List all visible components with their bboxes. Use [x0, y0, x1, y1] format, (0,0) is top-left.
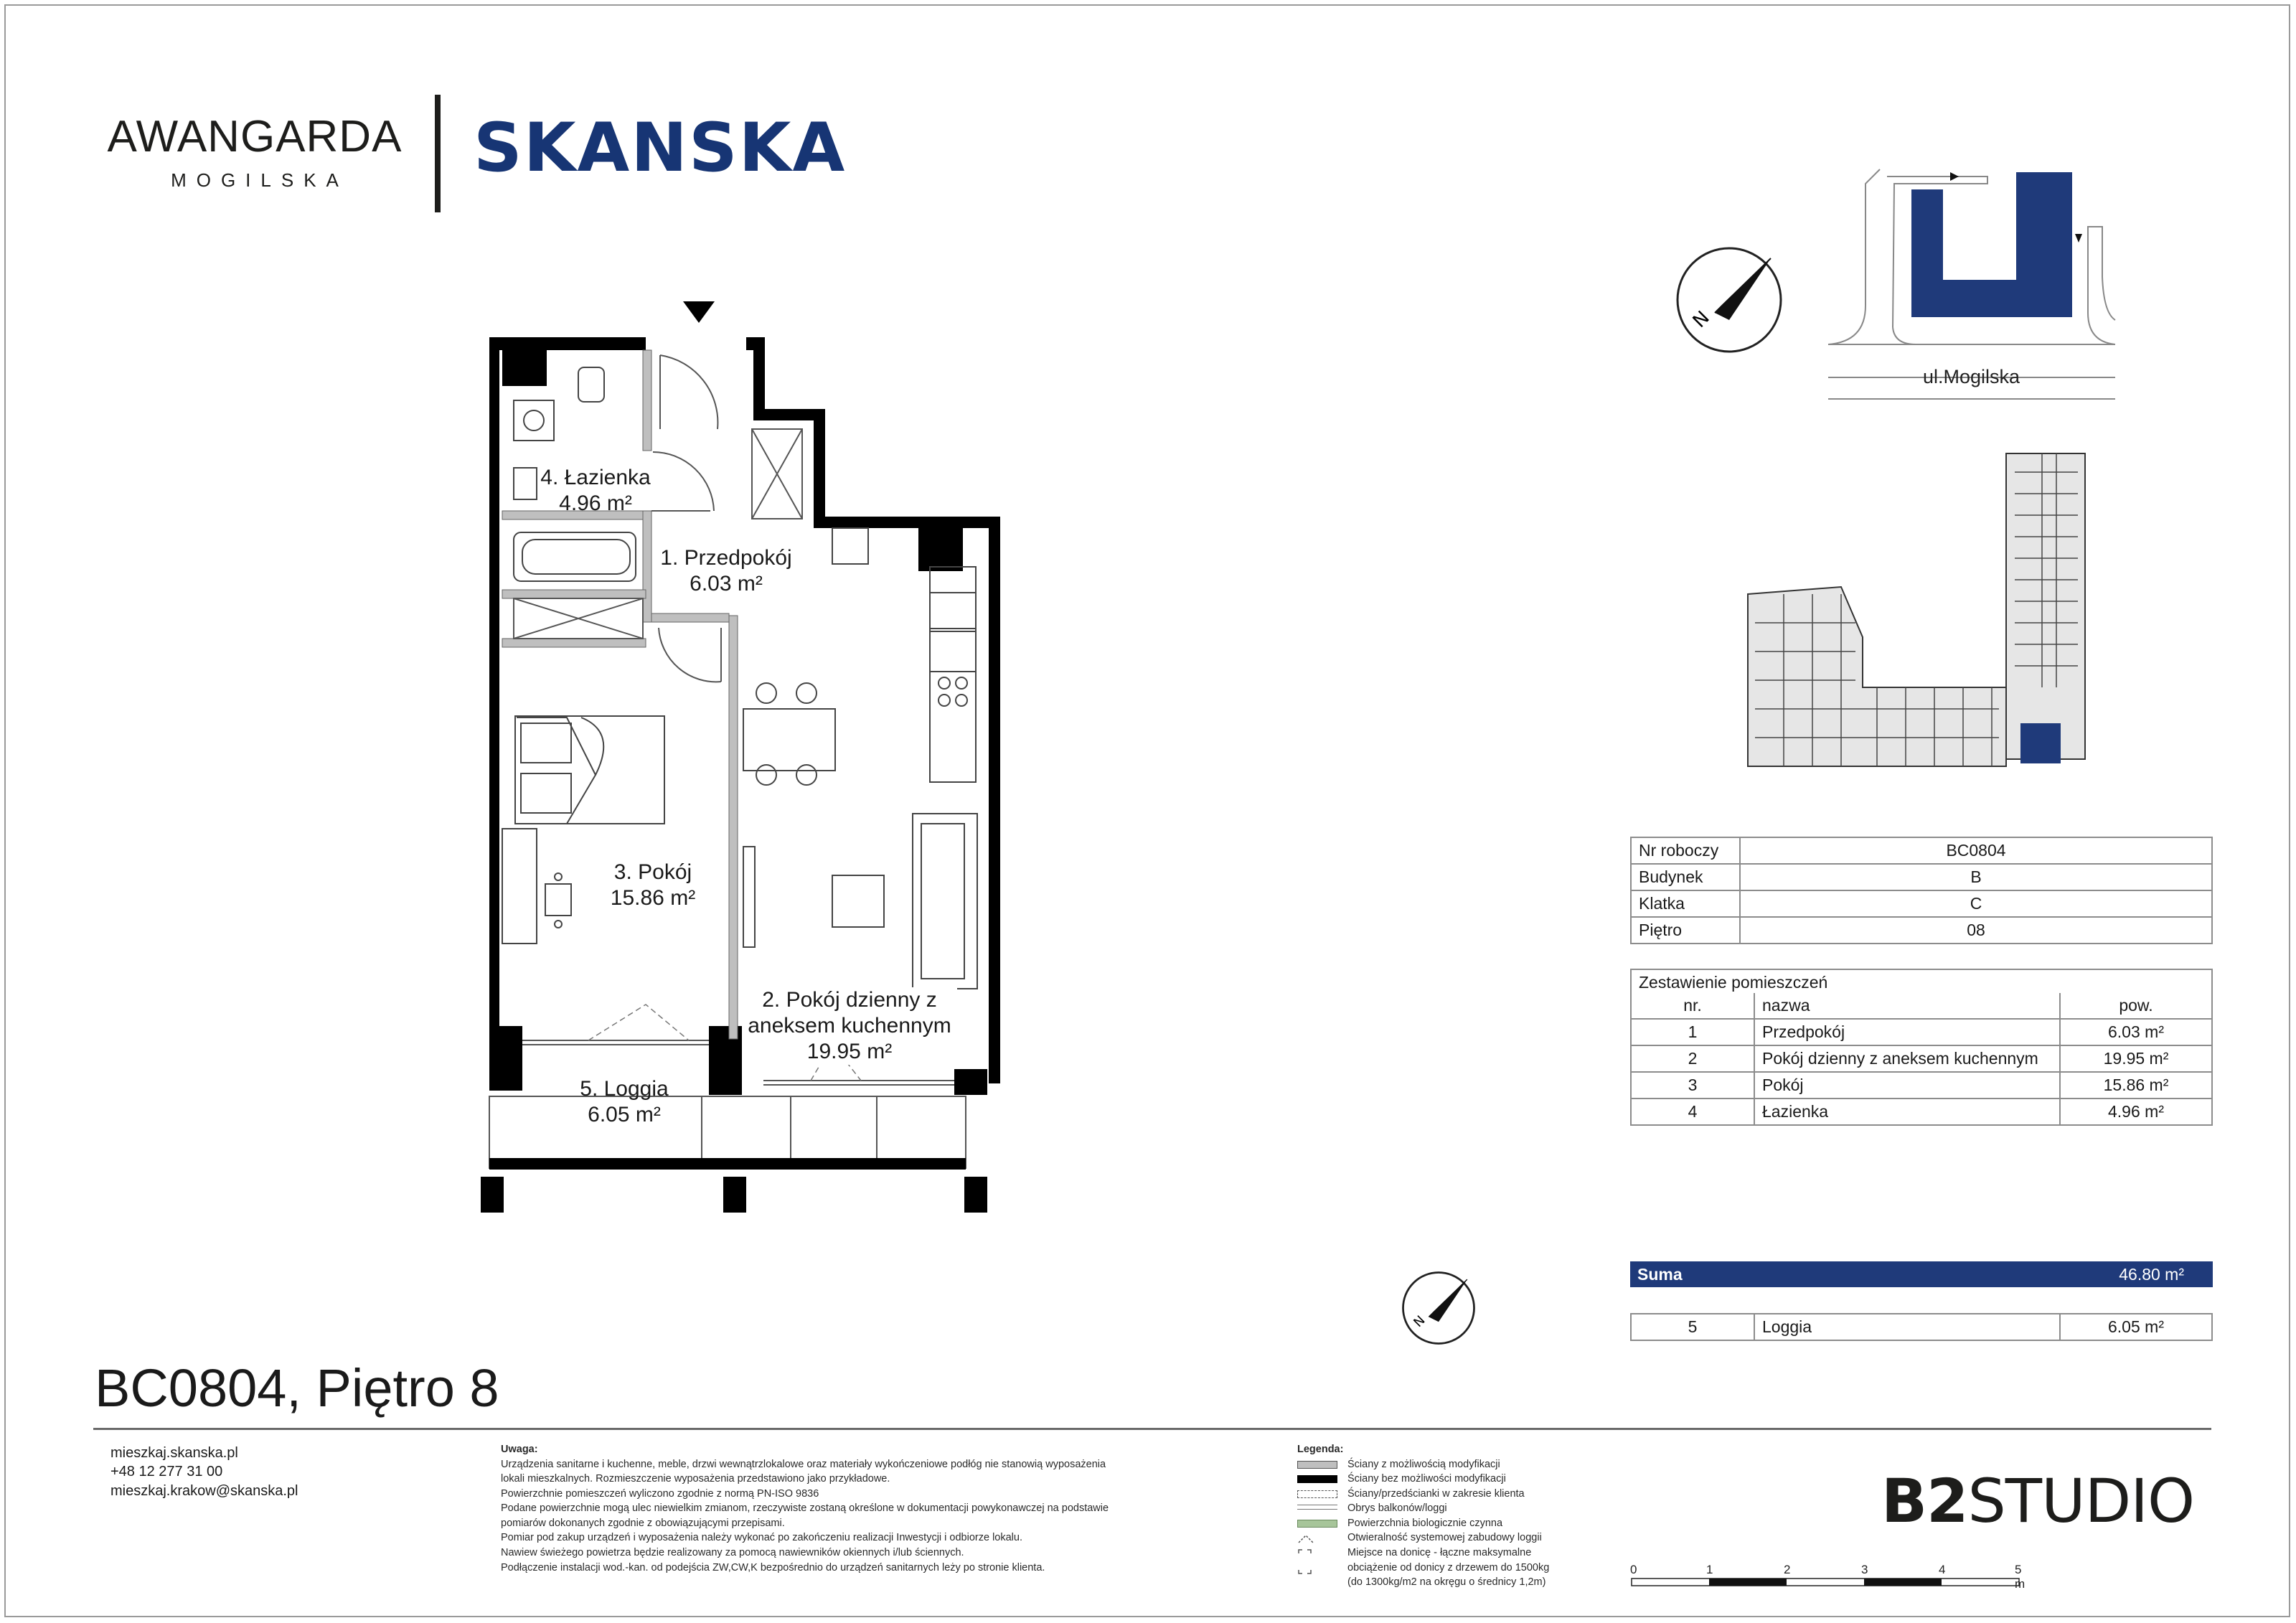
note-line: Urządzenia sanitarne i kuchenne, meble, drzwi wewnątrzlokalowe oraz materiały wykończeniowe podłóg nie stanowią wyposażenia — [501, 1458, 1106, 1470]
scale-tick: 4 — [1939, 1563, 1946, 1576]
room-area: 19.95 m² — [806, 1040, 893, 1063]
table-cell: C — [1740, 890, 2212, 917]
legend-swatch — [1297, 1520, 1337, 1528]
legend-item — [1297, 1516, 1584, 1531]
legend-block — [1297, 1442, 1584, 1590]
b2studio-logo-bold: B2 — [1881, 1466, 1968, 1536]
logo-divider — [435, 95, 441, 212]
legend-label: Ściany bez możliwości modyfikacji — [1347, 1473, 1506, 1485]
table-cell: Klatka — [1631, 890, 1740, 917]
room-label-loggia — [545, 1076, 703, 1128]
awangarda-logo-sub: MOGILSKA — [171, 169, 349, 191]
notes-block — [501, 1442, 1218, 1575]
table-row — [1631, 837, 2212, 864]
table-cell: 19.95 m² — [2060, 1045, 2212, 1072]
table-cell: 2 — [1631, 1045, 1754, 1072]
room-name: 4. Łazienka — [540, 466, 651, 489]
contact-block — [110, 1444, 298, 1500]
contact-web: mieszkaj.skanska.pl — [110, 1445, 238, 1461]
b2studio-logo — [1881, 1466, 2195, 1536]
dining-table-icon — [743, 683, 835, 785]
table-cell: Budynek — [1631, 864, 1740, 890]
contact-phone: +48 12 277 31 00 — [110, 1464, 223, 1480]
legend-heading: Legenda: — [1297, 1444, 1344, 1455]
table-cell: 5 — [1631, 1314, 1754, 1340]
scale-tick: 1 — [1706, 1563, 1713, 1576]
toilet-icon — [578, 367, 604, 402]
table-cell: B — [1740, 864, 2212, 890]
column-header: nr. — [1631, 993, 1754, 1019]
desk-chair-icon — [502, 829, 571, 944]
legend-item — [1297, 1501, 1584, 1516]
scale-bar — [1630, 1563, 2032, 1591]
entrance-arrow-icon — [683, 301, 715, 323]
table-row — [1631, 1019, 2212, 1045]
boiler-icon — [832, 528, 868, 564]
table-cell: 4 — [1631, 1099, 1754, 1125]
fridge-icon — [930, 631, 976, 672]
bed-icon — [515, 716, 664, 824]
scale-tick: 5 m — [2015, 1563, 2026, 1591]
note-line: pomiarów dokonanych zgodnie z obowiązującymi przepisami. — [501, 1517, 785, 1529]
divider — [93, 1428, 2211, 1430]
svg-text:N: N — [1411, 1312, 1429, 1331]
shafts — [514, 429, 802, 639]
unit-info-table — [1630, 837, 2213, 944]
legend-spacer — [1297, 1579, 1337, 1586]
note-line: Podane powierzchnie mogą ulec niewielkim zmianom, rzeczywiste zostaną określone w dokumentacji powykonawczej na podstawie — [501, 1502, 1109, 1515]
planter-icon — [1297, 1549, 1337, 1559]
rooms-table — [1630, 993, 2213, 1126]
sum-bar — [1630, 1261, 2213, 1287]
table-row — [1631, 890, 2212, 917]
legend-item — [1297, 1561, 1584, 1576]
sum-label: Suma — [1637, 1264, 1683, 1284]
note-line: Powierzchnie pomieszczeń wyliczono zgodnie z normą PN-ISO 9836 — [501, 1487, 819, 1500]
opening-icon — [1297, 1534, 1337, 1544]
table-cell: 6.05 m² — [2060, 1314, 2212, 1340]
room-name: 2. Pokój dzienny z aneksem kuchennym — [748, 988, 951, 1038]
north-arrow-icon — [1672, 243, 1787, 357]
legend-item — [1297, 1457, 1584, 1472]
svg-text:N: N — [1688, 306, 1714, 332]
legend-label: Miejsce na donicę - łączne maksymalne — [1347, 1547, 1532, 1559]
note-line: lokali mieszkalnych. Rozmieszczenie wyposażenia przedstawiono jako przykładowe. — [501, 1473, 890, 1485]
note-line: Nawiew świeżego powietrza będzie realizowany za pomocą nawiewników okiennych i/lub ściennych. — [501, 1547, 964, 1559]
table-cell: BC0804 — [1740, 837, 2212, 864]
room-label-bathroom — [524, 465, 667, 517]
table-cell: 1 — [1631, 1019, 1754, 1045]
table-cell: Nr roboczy — [1631, 837, 1740, 864]
contact-email: mieszkaj.krakow@skanska.pl — [110, 1482, 298, 1499]
legend-label: Otwieralność systemowej zabudowy loggii — [1347, 1532, 1542, 1544]
legend-label: Powierzchnia biologicznie czynna — [1347, 1517, 1503, 1529]
legend-label: obciążenie od donicy z drzewem do 1500kg — [1347, 1561, 1550, 1573]
room-name: 5. Loggia — [580, 1077, 669, 1101]
room-label-living — [742, 987, 957, 1065]
room-area: 6.03 m² — [690, 572, 763, 596]
table-row — [1631, 864, 2212, 890]
table-cell: Pokój dzienny z aneksem kuchennym — [1754, 1045, 2060, 1072]
table-cell: Piętro — [1631, 917, 1740, 944]
legend-label: Ściany/przedścianki w zakresie klienta — [1347, 1487, 1525, 1500]
legend-swatch — [1297, 1475, 1337, 1483]
room-area: 15.86 m² — [610, 886, 696, 910]
room-area: 6.05 m² — [588, 1103, 661, 1126]
building-key-plan — [1741, 451, 2114, 795]
sum-value: 46.80 m² — [2119, 1264, 2184, 1284]
legend-spacer — [1297, 1564, 1337, 1574]
column-header: nazwa — [1754, 993, 2060, 1019]
table-cell: 08 — [1740, 917, 2212, 944]
room-label-bedroom — [574, 860, 732, 911]
table-cell: Łazienka — [1754, 1099, 2060, 1125]
page-title: BC0804, Piętro 8 — [95, 1358, 499, 1418]
legend-label: Ściany z możliwością modyfikacji — [1347, 1458, 1500, 1470]
table-cell: Przedpokój — [1754, 1019, 2060, 1045]
loggia-table — [1630, 1313, 2213, 1341]
b2studio-logo-light: STUDIO — [1967, 1466, 2195, 1536]
table-row — [1631, 1045, 2212, 1072]
table-cell: 3 — [1631, 1072, 1754, 1099]
legend-swatch — [1297, 1505, 1337, 1510]
legend-label: (do 1300kg/m2 na okręgu o średnicy 1,2m) — [1347, 1576, 1546, 1589]
legend-swatch — [1297, 1490, 1337, 1498]
scale-tick: 3 — [1861, 1563, 1868, 1576]
scale-tick: 0 — [1630, 1563, 1637, 1576]
skanska-logo: SKANSKA — [474, 109, 847, 187]
legend-item — [1297, 1530, 1584, 1546]
north-arrow-icon — [1399, 1269, 1478, 1347]
legend-label: Obrys balkonów/loggi — [1347, 1502, 1447, 1515]
legend-item — [1297, 1546, 1584, 1561]
room-name: 1. Przedpokój — [660, 546, 792, 570]
legend-swatch — [1297, 1461, 1337, 1469]
table-cell: 6.03 m² — [2060, 1019, 2212, 1045]
note-line: Pomiar pod zakup urządzeń i wyposażenia należy wykonać po zakończeniu realizacji Inwestycji i odbiorze lokalu. — [501, 1532, 1022, 1544]
sofa-icon — [913, 814, 977, 989]
note-line: Podłączenie instalacji wod.-kan. od podejścia ZW,CW,K bezpośrednio do urządzeń sanitarnych leży po stronie klienta. — [501, 1561, 1045, 1573]
awangarda-logo-main: AWANGARDA — [107, 112, 403, 161]
table-cell: 4.96 m² — [2060, 1099, 2212, 1125]
apartment-floor-plan — [459, 287, 1004, 1234]
table-row — [1631, 1099, 2212, 1125]
legend-item — [1297, 1472, 1584, 1487]
column-header: pow. — [2060, 993, 2212, 1019]
table-header-row — [1631, 993, 2212, 1019]
table-row — [1631, 917, 2212, 944]
awangarda-logo — [100, 112, 409, 192]
legend-item — [1297, 1487, 1584, 1502]
legend-item — [1297, 1575, 1584, 1590]
partition-walls — [502, 350, 738, 1039]
room-area: 4.96 m² — [559, 491, 632, 515]
table-row — [1631, 1072, 2212, 1099]
table-cell: 15.86 m² — [2060, 1072, 2212, 1099]
rooms-table-title: Zestawienie pomieszczeń — [1630, 969, 2213, 994]
street-label: ul.Mogilska — [1923, 366, 2020, 387]
washing-machine-icon — [514, 400, 554, 441]
room-name: 3. Pokój — [613, 860, 692, 884]
scale-tick: 2 — [1784, 1563, 1791, 1576]
notes-heading: Uwaga: — [501, 1444, 538, 1455]
table-cell: Loggia — [1754, 1314, 2060, 1340]
table-row — [1631, 1314, 2212, 1340]
room-label-hall — [654, 545, 798, 597]
table-cell: Pokój — [1754, 1072, 2060, 1099]
